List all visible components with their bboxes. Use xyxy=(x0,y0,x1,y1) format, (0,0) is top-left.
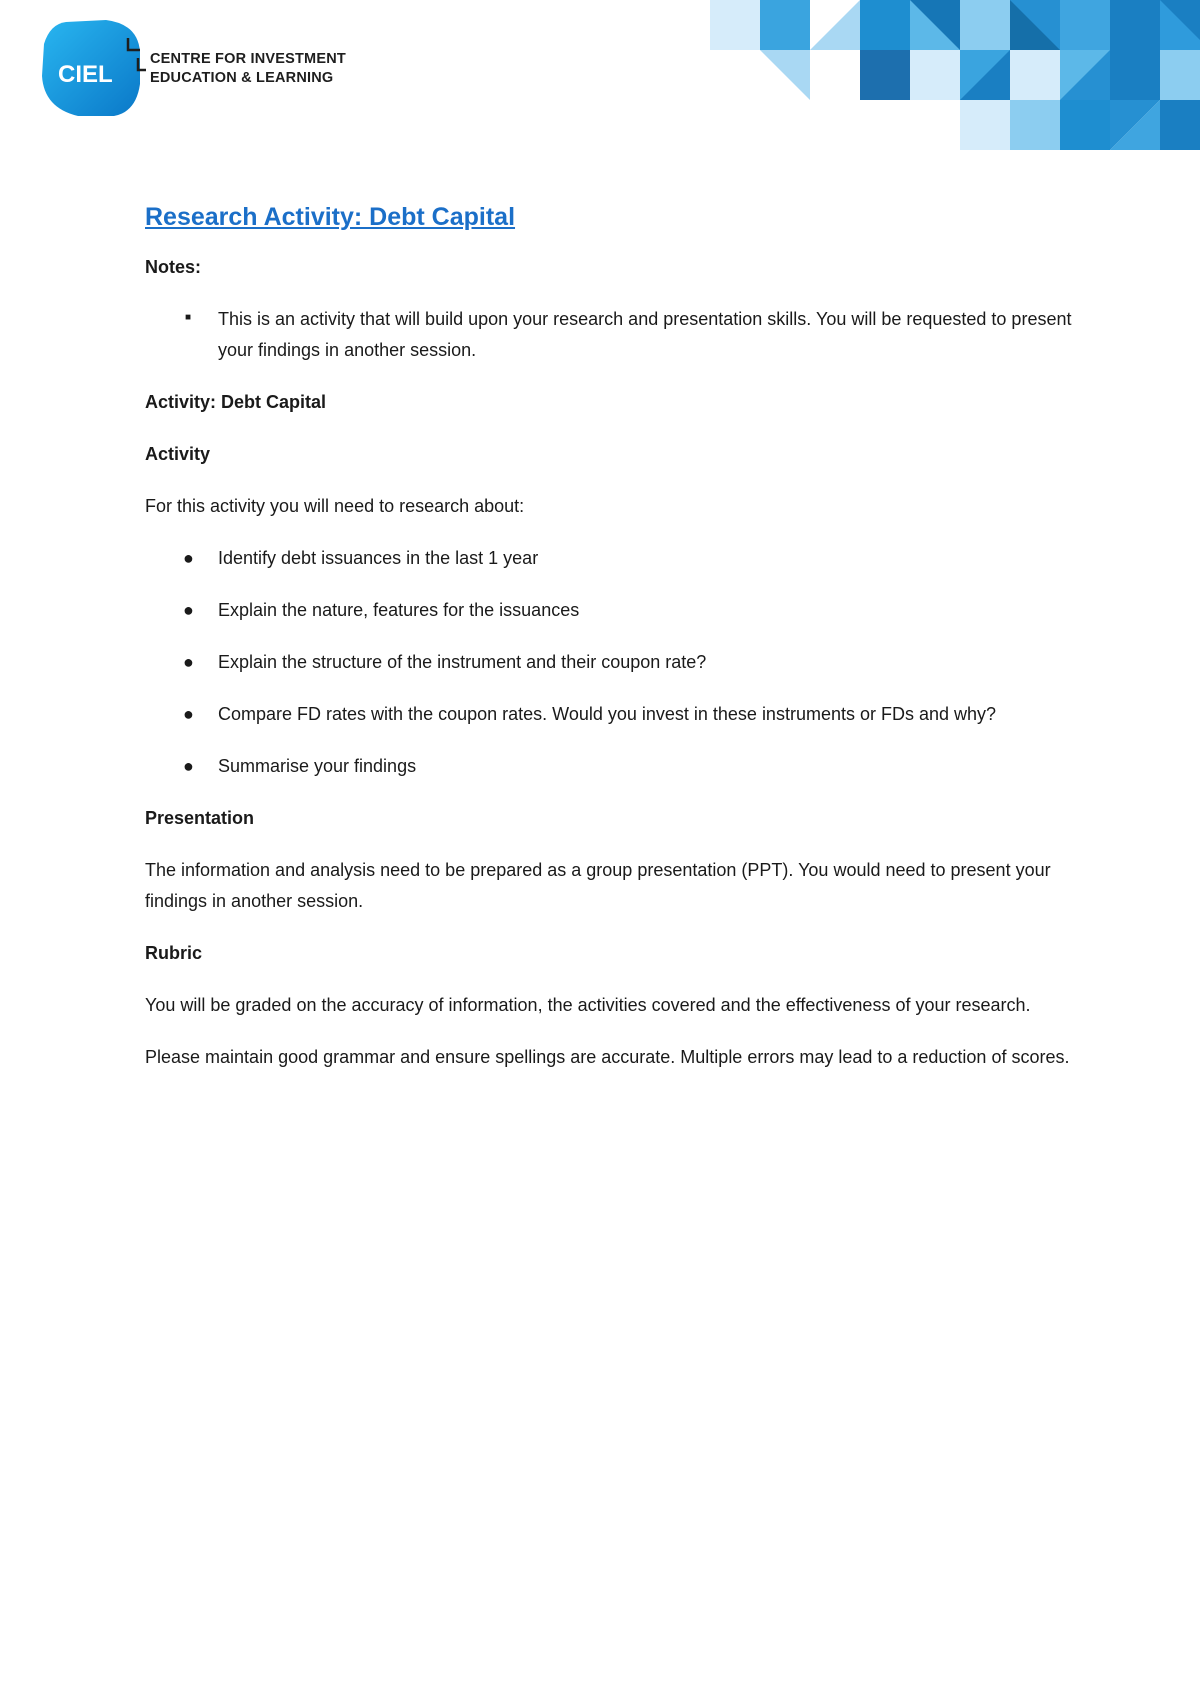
list-item xyxy=(145,543,1075,574)
logo-text: CIEL xyxy=(58,61,113,88)
notes-heading: Notes: xyxy=(145,257,202,277)
rubric-text: Please maintain good grammar and ensure spellings are accurate. Multiple errors may lead to a reduction of scores. xyxy=(145,1047,1070,1067)
rubric-heading: Rubric xyxy=(145,943,203,963)
activity-heading: Activity xyxy=(145,444,211,464)
note-text: This is an activity that will build upon your research and presentation skills. You will be requested to present your findings in another session. xyxy=(218,309,1072,360)
list-item xyxy=(145,751,1075,782)
activity-title: Activity: Debt Capital xyxy=(145,392,327,412)
bullet-icon: ● xyxy=(183,600,194,620)
list-item xyxy=(145,304,1075,366)
bullet-icon: ● xyxy=(183,652,194,672)
activity-item-text: Explain the structure of the instrument and their coupon rate? xyxy=(218,652,707,672)
organization-name xyxy=(150,50,346,88)
bullet-icon: ● xyxy=(183,756,194,776)
org-name-line-1: CENTRE FOR INVESTMENT xyxy=(150,51,346,67)
rubric-text: You will be graded on the accuracy of information, the activities covered and the effectiveness of your research. xyxy=(145,995,1031,1015)
activity-item-text: Identify debt issuances in the last 1 year xyxy=(218,548,539,568)
presentation-heading: Presentation xyxy=(145,808,255,828)
activity-item-text: Compare FD rates with the coupon rates. Would you invest in these instruments or FDs and why? xyxy=(218,704,997,724)
square-bullet-icon: ■ xyxy=(185,312,192,323)
list-item xyxy=(145,699,1075,730)
document-body xyxy=(145,200,1075,1094)
activity-list xyxy=(145,543,1075,782)
decorative-triangle-pattern xyxy=(710,0,1200,150)
notes-list xyxy=(145,304,1075,366)
list-item xyxy=(145,647,1075,678)
page-header xyxy=(0,0,1200,160)
ciel-logo xyxy=(36,14,146,124)
bullet-icon: ● xyxy=(183,548,194,568)
list-item xyxy=(145,595,1075,626)
activity-intro: For this activity you will need to research about: xyxy=(145,496,525,516)
document-title: Research Activity: Debt Capital xyxy=(145,203,516,231)
bullet-icon: ● xyxy=(183,704,194,724)
presentation-text: The information and analysis need to be prepared as a group presentation (PPT). You would need to present your findings in another session. xyxy=(145,860,1051,911)
org-name-line-2: EDUCATION & LEARNING xyxy=(150,70,334,86)
activity-item-text: Explain the nature, features for the issuances xyxy=(218,600,580,620)
activity-item-text: Summarise your findings xyxy=(218,756,417,776)
